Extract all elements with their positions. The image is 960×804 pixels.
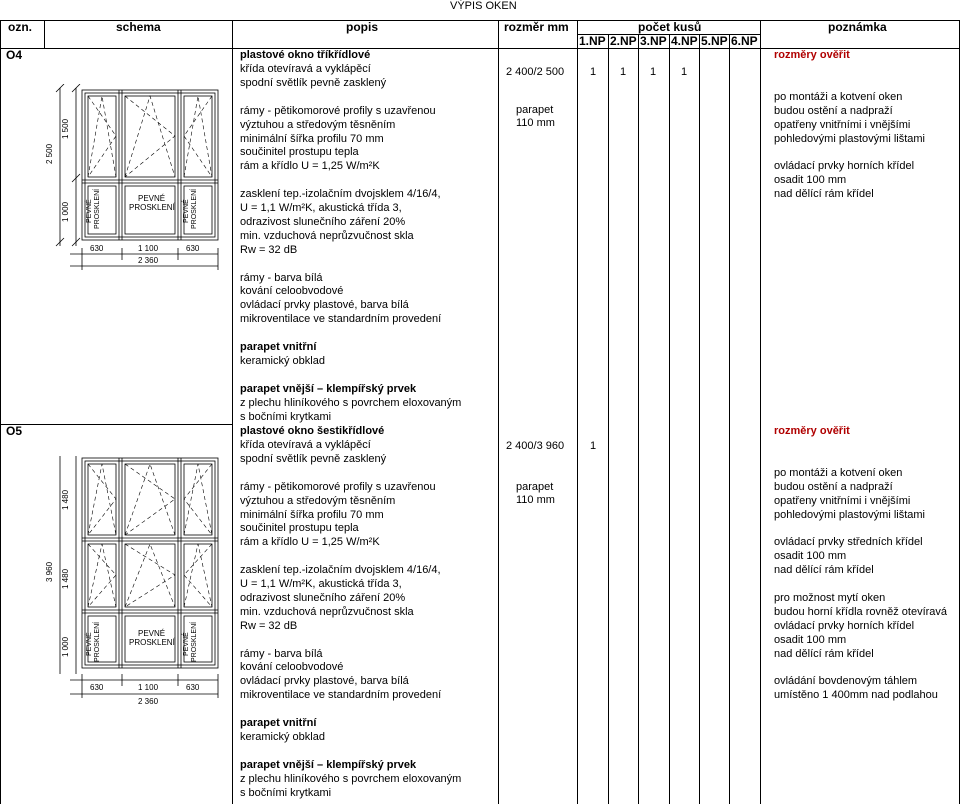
description-line: minimální šířka profilu 70 mm	[240, 508, 384, 521]
description-line: parapet vnější – klempířský prvek	[240, 758, 417, 771]
description-line: odrazivost slunečního záření 20%	[240, 215, 406, 228]
header-poznamka: poznámka	[828, 20, 887, 34]
description-line: Rw = 32 dB	[240, 619, 298, 632]
note-line: po montáži a kotvení oken	[774, 90, 903, 103]
header-floor-1: 1.NP	[579, 34, 606, 48]
row-title: plastové okno šestikřídlové	[240, 425, 385, 437]
description-line: keramický obklad	[240, 354, 325, 367]
dim-upper-h: 1 500	[61, 118, 70, 139]
description-line: křída otevíravá a vyklápěcí	[240, 63, 371, 75]
note-line: osadit 100 mm	[774, 174, 847, 187]
count-cell: 1	[589, 66, 597, 78]
parapet-size: 110 mm	[516, 117, 555, 129]
note-line: pohledovými plastovými lištami	[774, 132, 925, 145]
fixed-label: PROSKLENÍ	[94, 188, 101, 229]
fixed-label: PEVNÉ	[138, 629, 166, 638]
header-floor-4: 4.NP	[671, 34, 698, 48]
description-line: mikroventilace ve standardním provedení	[240, 689, 442, 702]
header-rozmer: rozměr mm	[504, 20, 569, 34]
note-line: pro možnost mytí oken	[774, 592, 886, 604]
note-line: po montáži a kotvení oken	[774, 466, 903, 479]
note-line: osadit 100 mm	[774, 633, 847, 646]
description-line: rám a křídlo U = 1,25 W/m²K	[240, 160, 380, 173]
header-popis: popis	[346, 20, 378, 34]
dim-side-w: 630	[90, 683, 104, 692]
note-line: opatřeny vnitřními i vnějšími	[774, 118, 911, 131]
dim-mid-h: 1 480	[61, 568, 70, 589]
description-line: s bočními krytkami	[240, 786, 332, 799]
fixed-label: PEVNÉ	[183, 199, 190, 223]
description-line: mikroventilace ve standardním provedení	[240, 313, 442, 326]
description-line: z plechu hliníkového s povrchem eloxovaným	[240, 772, 462, 785]
description-line: rám a křídlo U = 1,25 W/m²K	[240, 536, 380, 549]
note-title: rozměry ověřit	[774, 425, 850, 437]
header-ozn: ozn.	[8, 20, 32, 34]
description-line: výztuhou a středovým těsněním	[240, 118, 396, 131]
parapet-label: parapet	[516, 481, 554, 493]
fixed-label: PROSKLENÍ	[129, 638, 175, 647]
fixed-label: PEVNÉ	[86, 632, 93, 656]
note-line: ovládací prvky středních křídel	[774, 536, 923, 549]
description-line: zasklení tep.-izolačním dvojsklem 4/16/4,	[240, 188, 441, 201]
description-line: křída otevíravá a vyklápěcí	[240, 439, 371, 451]
description-line: zasklení tep.-izolačním dvojsklem 4/16/4,	[240, 564, 441, 577]
note-line: budou ostění a nadpraží	[774, 480, 893, 493]
count-cell: 1	[619, 66, 627, 78]
dim-total-h: 2 500	[45, 143, 54, 164]
description-line: s bočními krytkami	[240, 410, 332, 423]
note-line: nad dělící rám křídel	[774, 647, 874, 660]
note-line: ovládací prvky horních křídel	[774, 160, 915, 173]
parapet-size: 110 mm	[516, 494, 555, 506]
description-line: rámy - barva bílá	[240, 271, 323, 284]
description-line: spodní světlík pevně zasklený	[240, 452, 387, 465]
note-line: nad dělící rám křídel	[774, 564, 874, 577]
page-title: VÝPIS OKEN	[450, 0, 517, 12]
description-line: min. vzduchová neprůzvučnost skla	[240, 229, 414, 242]
fixed-label: PROSKLENÍ	[191, 188, 198, 229]
description-line: parapet vnější – klempířský prvek	[240, 382, 417, 395]
description-line: Rw = 32 dB	[240, 243, 298, 256]
fixed-label: PROSKLENÍ	[129, 203, 175, 212]
header-floor-6: 6.NP	[731, 34, 758, 48]
description-line: U = 1,1 W/m²K, akustická třída 3,	[240, 202, 402, 214]
dim-total-w: 2 360	[138, 256, 159, 265]
fixed-label: PROSKLENÍ	[191, 621, 198, 662]
description-line: min. vzduchová neprůzvučnost skla	[240, 605, 414, 618]
description-line: keramický obklad	[240, 730, 325, 743]
header-floor-3: 3.NP	[640, 34, 667, 48]
note-title: rozměry ověřit	[774, 49, 850, 61]
description-line: výztuhou a středovým těsněním	[240, 494, 396, 507]
description-line: rámy - pětikomorové profily s uzavřenou	[240, 480, 436, 493]
description-line: součinitel prostupu tepla	[240, 146, 359, 159]
dim-side-w: 630	[186, 683, 200, 692]
parapet-label: parapet	[516, 104, 554, 116]
fixed-label: PEVNÉ	[138, 194, 166, 203]
description-line: ovládací prvky plastové, barva bílá	[240, 299, 409, 312]
dim-lower-h: 1 000	[61, 636, 70, 657]
dim-mid-w: 1 100	[138, 244, 159, 253]
description-line: kování celoobvodové	[240, 661, 344, 674]
note-line: budou ostění a nadpraží	[774, 104, 893, 117]
window-schema-o5	[40, 452, 220, 714]
description-line: spodní světlík pevně zasklený	[240, 76, 387, 89]
dim-total-h: 3 960	[45, 561, 54, 582]
note-line: ovládání bovdenovým táhlem	[774, 675, 918, 688]
row-id: O4	[6, 48, 23, 62]
count-cell: 1	[649, 66, 657, 78]
fixed-label: PEVNÉ	[183, 632, 190, 656]
dim-mid-w: 1 100	[138, 683, 159, 692]
description-line: U = 1,1 W/m²K, akustická třída 3,	[240, 578, 402, 590]
window-schema-o4	[40, 84, 220, 270]
note-line: umístěno 1 400mm nad podlahou	[774, 689, 938, 702]
note-line: pohledovými plastovými lištami	[774, 508, 925, 521]
header-floor-2: 2.NP	[610, 34, 637, 48]
row-id: O5	[6, 424, 23, 438]
description-line: rámy - barva bílá	[240, 647, 323, 660]
description-line: odrazivost slunečního záření 20%	[240, 591, 406, 604]
dim-upper-h: 1 480	[61, 489, 70, 510]
note-line: ovládací prvky horních křídel	[774, 619, 915, 632]
dim-side-w: 630	[90, 244, 104, 253]
fixed-label: PROSKLENÍ	[94, 621, 101, 662]
row-title: plastové okno tříkřídlové	[240, 49, 371, 61]
note-line: osadit 100 mm	[774, 550, 847, 563]
row-size: 2 400/2 500	[506, 66, 565, 78]
description-line: kování celoobvodové	[240, 285, 344, 298]
note-line: budou horní křídla rovněž otevíravá	[774, 605, 948, 618]
header-floor-5: 5.NP	[701, 34, 728, 48]
note-line: opatřeny vnitřními i vnějšími	[774, 494, 911, 507]
row-size: 2 400/3 960	[506, 440, 565, 452]
count-cell: 1	[680, 66, 688, 78]
description-line: součinitel prostupu tepla	[240, 522, 359, 535]
description-line: z plechu hliníkového s povrchem eloxovaným	[240, 396, 462, 409]
note-line: nad dělící rám křídel	[774, 188, 874, 201]
header-schema: schema	[116, 20, 161, 34]
dim-side-w: 630	[186, 244, 200, 253]
count-cell: 1	[589, 440, 597, 452]
description-line: minimální šířka profilu 70 mm	[240, 132, 384, 145]
dim-lower-h: 1 000	[61, 201, 70, 222]
fixed-label: PEVNÉ	[86, 199, 93, 223]
header-pocet: počet kusů	[638, 20, 702, 34]
description-line: rámy - pětikomorové profily s uzavřenou	[240, 104, 436, 117]
description-line: parapet vnitřní	[240, 717, 317, 729]
description-line: ovládací prvky plastové, barva bílá	[240, 675, 409, 688]
dim-total-w: 2 360	[138, 697, 159, 706]
description-line: parapet vnitřní	[240, 341, 317, 353]
